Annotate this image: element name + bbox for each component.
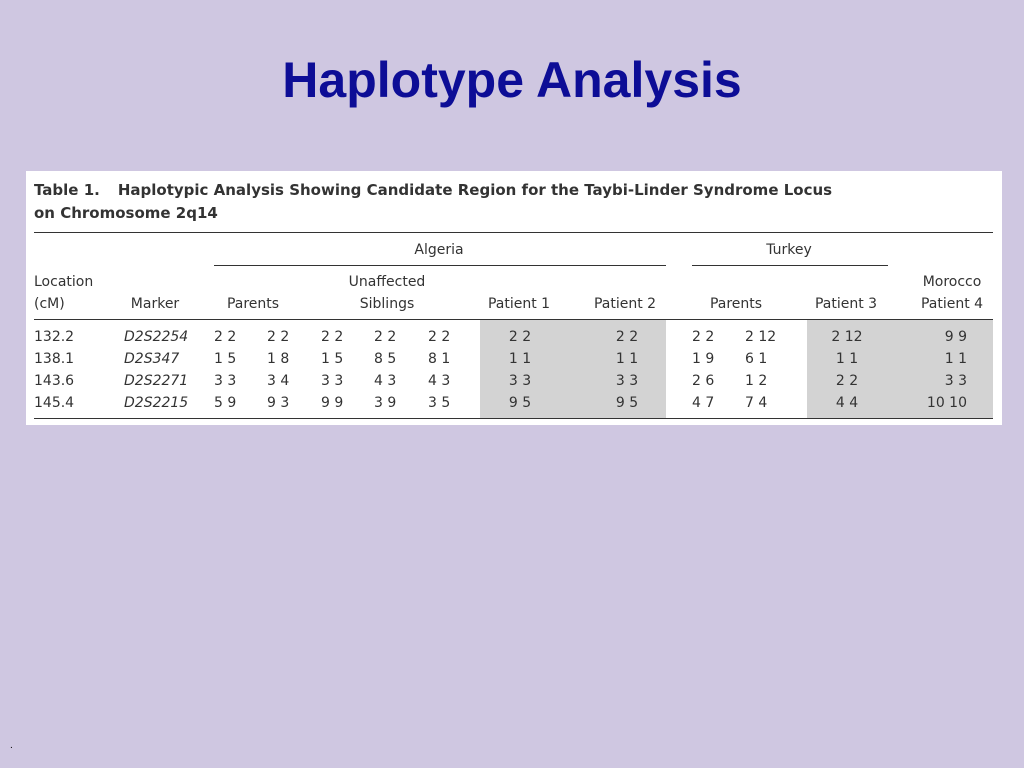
cell-patient-1: 3 3 [508, 373, 532, 389]
cell-algeria-parent-b: 2 2 [267, 329, 290, 345]
cell-turkey-parent-b: 7 4 [745, 395, 768, 411]
header-location-unit: (cM) [34, 296, 65, 312]
cell-algeria-parent-b: 3 4 [267, 373, 290, 389]
turkey-rule [692, 265, 888, 266]
bottom-rule [34, 418, 993, 419]
header-siblings: Siblings [359, 296, 415, 312]
haplotype-table [26, 171, 1002, 425]
cell-sibling-c: 4 3 [428, 373, 451, 389]
table-caption [34, 179, 832, 225]
cell-turkey-parent-b: 2 12 [745, 329, 777, 345]
cell-patient-4: 1 1 [944, 351, 967, 367]
group-header-algeria: Algeria [414, 242, 464, 258]
header-patient-4: Patient 4 [920, 296, 984, 312]
cell-marker: D2S2271 [124, 373, 189, 389]
cell-location: 132.2 [34, 329, 75, 345]
caption-line-1 [34, 179, 832, 202]
cell-turkey-parent-a: 1 9 [692, 351, 715, 367]
cell-marker: D2S2215 [124, 395, 189, 411]
slide-title: Haplotype Analysis [282, 52, 742, 108]
cell-patient-3: 1 1 [835, 351, 859, 367]
cell-patient-4: 9 9 [944, 329, 967, 345]
caption-label: Table 1. [34, 181, 100, 199]
cell-patient-2: 1 1 [615, 351, 639, 367]
cell-patient-4: 10 10 [926, 395, 967, 411]
header-turkey-parents: Parents [709, 296, 763, 312]
cell-location: 138.1 [34, 351, 75, 367]
cell-sibling-b: 4 3 [374, 373, 397, 389]
cell-algeria-parent-a: 1 5 [214, 351, 237, 367]
cell-turkey-parent-a: 2 6 [692, 373, 715, 389]
cell-sibling-c: 3 5 [428, 395, 451, 411]
cell-turkey-parent-b: 1 2 [745, 373, 768, 389]
cell-sibling-a: 1 5 [321, 351, 344, 367]
cell-sibling-a: 9 9 [321, 395, 344, 411]
caption-rule [34, 232, 993, 233]
cell-turkey-parent-a: 4 7 [692, 395, 715, 411]
header-patient-1: Patient 1 [487, 296, 551, 312]
cell-sibling-a: 2 2 [321, 329, 344, 345]
cell-sibling-a: 3 3 [321, 373, 344, 389]
cell-patient-3: 4 4 [835, 395, 859, 411]
cell-algeria-parent-b: 9 3 [267, 395, 290, 411]
cell-algeria-parent-a: 2 2 [214, 329, 237, 345]
cell-turkey-parent-b: 6 1 [745, 351, 768, 367]
cell-patient-2: 9 5 [615, 395, 639, 411]
cell-patient-1: 9 5 [508, 395, 532, 411]
cell-turkey-parent-a: 2 2 [692, 329, 715, 345]
cell-sibling-b: 3 9 [374, 395, 397, 411]
cell-marker: D2S347 [124, 351, 180, 367]
header-rule [34, 319, 993, 320]
caption-text: Haplotypic Analysis Showing Candidate Region for the Taybi-Linder Syndrome Locus [117, 181, 833, 199]
cell-patient-3: 2 2 [835, 373, 859, 389]
algeria-rule [214, 265, 666, 266]
header-location: Location [34, 274, 94, 290]
caption-line-2: on Chromosome 2q14 [34, 204, 218, 222]
footer-mark: . [10, 740, 13, 751]
cell-sibling-b: 2 2 [374, 329, 397, 345]
cell-location: 145.4 [34, 395, 75, 411]
cell-marker: D2S2254 [124, 329, 189, 345]
cell-algeria-parent-a: 3 3 [214, 373, 237, 389]
cell-patient-2: 2 2 [615, 329, 639, 345]
cell-patient-4: 3 3 [944, 373, 967, 389]
cell-patient-3: 2 12 [831, 329, 863, 345]
group-header-morocco: Morocco [922, 274, 982, 290]
cell-sibling-b: 8 5 [374, 351, 397, 367]
group-header-turkey: Turkey [766, 242, 812, 258]
header-unaffected: Unaffected [348, 274, 426, 290]
header-patient-2: Patient 2 [593, 296, 657, 312]
cell-sibling-c: 8 1 [428, 351, 451, 367]
header-marker: Marker [130, 296, 180, 312]
cell-algeria-parent-b: 1 8 [267, 351, 290, 367]
cell-algeria-parent-a: 5 9 [214, 395, 237, 411]
cell-sibling-c: 2 2 [428, 329, 451, 345]
cell-patient-1: 2 2 [508, 329, 532, 345]
header-algeria-parents: Parents [226, 296, 280, 312]
cell-location: 143.6 [34, 373, 75, 389]
cell-patient-1: 1 1 [508, 351, 532, 367]
header-patient-3: Patient 3 [814, 296, 878, 312]
cell-patient-2: 3 3 [615, 373, 639, 389]
